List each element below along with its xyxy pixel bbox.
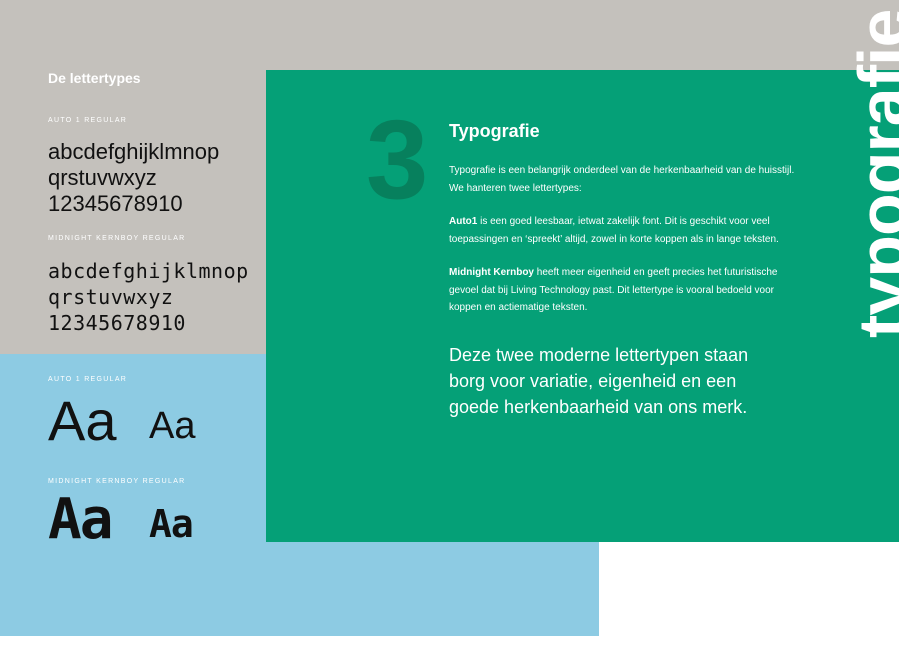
kernboy-description: heeft meer eigenheid en geeft precies het futuristische gevoel dat bij Living Technology past. Dit lettertype is vooral bedoeld voor koppen en actiematige teksten.: [449, 267, 778, 313]
auto-description: is een goed leesbaar, ietwat zakelijk font. Dit is geschikt voor veel toepassingen en ‘spreekt’ altijd, zowel in korte koppen als in lange teksten.: [449, 216, 779, 245]
specimen-kernboy-caption: MIDNIGHT KERNBOY REGULAR: [48, 478, 186, 485]
kernboy-paragraph: [449, 264, 809, 317]
auto-specimen-small: Aa: [149, 405, 196, 447]
kernboy-specimen-small: Aa: [149, 502, 193, 546]
intro-paragraph: Typografie is een belangrijk onderdeel van de herkenbaarheid van de huisstijl. We hanteren twee lettertypes:: [449, 165, 795, 194]
auto-alphabet-sample: abcdefghijklmnop qrstuvwxyz 12345678910: [48, 139, 220, 216]
kernboy-alphabet-sample: abcdefghijklmnop qrstuvwxyz 12345678910: [48, 259, 249, 335]
kernboy-specimen-large: Aa: [48, 487, 112, 552]
auto-caption: AUTO 1 REGULAR: [48, 117, 128, 124]
specimen-auto-caption: AUTO 1 REGULAR: [48, 376, 128, 383]
auto-specimen-large: Aa: [48, 389, 117, 452]
pull-quote: Deze twee moderne lettertypen staan borg voor variatie, eigenheid en een goede herkenbaarheid van ons merk.: [449, 345, 749, 417]
kernboy-name: Midnight Kernboy: [449, 267, 534, 278]
vertical-typografie-heading: typografie: [844, 10, 922, 339]
kernboy-caption: MIDNIGHT KERNBOY REGULAR: [48, 235, 186, 242]
auto-paragraph: [449, 213, 809, 248]
lettertypes-title: De lettertypes: [48, 70, 141, 86]
auto-name: Auto1: [449, 216, 478, 227]
section-number: 3: [366, 97, 429, 222]
section-title: Typografie: [449, 121, 540, 141]
